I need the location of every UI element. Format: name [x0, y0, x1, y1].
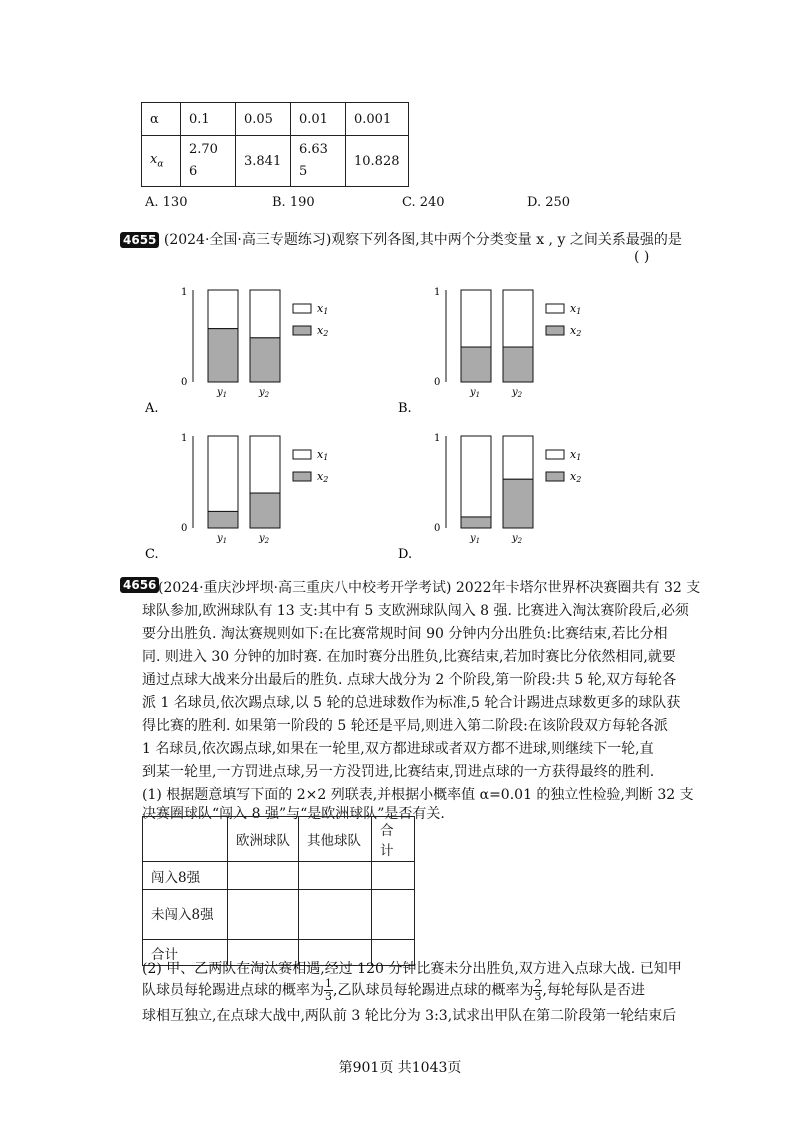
critical-value-table [141, 102, 409, 187]
alpha-header: α [142, 103, 181, 136]
ct-row-label: 合计 [143, 940, 228, 966]
bar-segment-x1 [250, 290, 280, 338]
question-4655-stem [120, 229, 682, 249]
bar-segment-x1 [208, 436, 238, 511]
category-label: $y_2$ [259, 387, 270, 399]
option-label: C. [145, 547, 159, 562]
crit-value-cell: 10.828 [346, 136, 409, 187]
legend-swatch-x1 [293, 304, 311, 313]
fraction-two-thirds: $\frac{2}{3}$ [534, 977, 542, 1003]
question-text: (2024·全国·高三专题练习)观察下列各图,其中两个分类变量 x , y 之间关系最强的是 [163, 232, 682, 248]
part2-line-2: 球相互独立,在点球大战中,两队前 3 轮比分为 3:3,试求出甲队在第二阶段第一轮结束后 [142, 1008, 677, 1024]
x-alpha-header: $x_\alpha$ [142, 136, 181, 187]
part2-line-1: 队球员每轮踢进点球的概率为 $\frac{1}{3}$ ,乙队球员每轮踢进点球的概率为 $\frac{2}{3}$ ,每轮每队是否进 [142, 977, 645, 1003]
ct-header [143, 817, 228, 862]
bar-segment-x2 [503, 479, 533, 528]
legend-label: x2 [317, 470, 329, 484]
question-number: 4655 [120, 232, 159, 248]
ct-cell [372, 890, 415, 940]
q4656-line-6: 得比赛的胜利. 如果第一阶段的 5 轮还是平局,则进入第二阶段:在该阶段双方每轮各派 [142, 718, 668, 734]
bar-segment-x1 [461, 436, 491, 517]
option-label: D. [398, 547, 413, 562]
y-tick-label: 1 [434, 433, 441, 444]
category-label: $y_2$ [259, 533, 270, 545]
ct-cell [299, 862, 372, 890]
y-tick-label: 0 [434, 523, 441, 534]
legend-swatch-x1 [546, 450, 564, 459]
ct-header: 合计 [372, 817, 415, 862]
q4656-line-7: 1 名球员,依次踢点球,如果在一轮里,双方都进球或者双方都不进球,则继续下一轮,直 [142, 741, 654, 757]
category-label: $y_1$ [217, 533, 228, 545]
bar-segment-x1 [208, 290, 238, 329]
legend-swatch-x1 [546, 304, 564, 313]
q4656-line-2: 要分出胜负. 淘汰赛规则如下:在比赛常规时间 90 分钟内分出胜负:比赛结束,若比分相 [142, 626, 668, 642]
y-tick-label: 1 [181, 287, 188, 298]
y-tick-label: 1 [181, 433, 188, 444]
ct-cell [299, 890, 372, 940]
ct-cell [228, 862, 299, 890]
choice-b: B. 190 [272, 195, 315, 210]
category-label: $y_2$ [512, 533, 523, 545]
question-number: 4656 [120, 577, 159, 593]
bar-segment-x1 [503, 290, 533, 347]
legend-swatch-x2 [293, 326, 311, 335]
bar-segment-x1 [250, 436, 280, 493]
category-label: $y_1$ [470, 533, 481, 545]
option-label: B. [398, 401, 412, 416]
alpha-cell: 0.05 [236, 103, 291, 136]
category-label: $y_1$ [470, 387, 481, 399]
category-label: $y_1$ [217, 387, 228, 399]
bar-segment-x2 [461, 347, 491, 382]
legend-label: x2 [317, 324, 329, 338]
category-label: $y_2$ [512, 387, 523, 399]
ct-cell [228, 890, 299, 940]
bar-segment-x2 [250, 338, 280, 382]
q4656-line-3: 同. 则进入 30 分钟的加时赛. 在加时赛分出胜负,比赛结束,若加时赛比分依然相同,就要 [142, 649, 676, 665]
alpha-cell: 0.001 [346, 103, 409, 136]
legend-swatch-x2 [293, 472, 311, 481]
ct-cell [372, 862, 415, 890]
bar-segment-x2 [250, 493, 280, 528]
chart-c [145, 428, 395, 563]
q4656-line-8: 到某一轮里,一方罚进点球,另一方没罚进,比赛结束,罚进点球的一方获得最终的胜利. [142, 764, 655, 780]
bar-segment-x1 [461, 290, 491, 347]
crit-value-cell: 3.841 [236, 136, 291, 187]
part2-line-0: (2) 甲、乙两队在淘汰赛相遇,经过 120 分钟比赛未分出胜负,双方进入点球大战. 已知甲 [142, 961, 682, 977]
option-label: A. [145, 401, 159, 416]
bar-segment-x2 [503, 347, 533, 382]
fraction-one-third: $\frac{1}{3}$ [325, 977, 332, 1003]
q4656-line-5: 派 1 名球员,依次踢点球,以 5 轮的总进球数作为标准,5 轮合计踢进点球数更多的球队获 [142, 695, 681, 711]
legend-swatch-x1 [293, 450, 311, 459]
choice-c: C. 240 [402, 195, 445, 210]
y-tick-label: 0 [434, 377, 441, 388]
ct-row-label: 闯入8强 [143, 862, 228, 890]
choice-d: D. 250 [527, 195, 571, 210]
page-footer: 第901页 共1043页 [338, 1060, 462, 1076]
bar-segment-x2 [208, 511, 238, 528]
q4656-line-10: 决赛圈球队“闯入 8 强”与“是欧洲球队”是否有关. [142, 806, 445, 822]
answer-paren: ( ) [634, 249, 650, 265]
q4656-line-4: 通过点球大战来分出最后的胜负. 点球大战分为 2 个阶段,第一阶段:共 5 轮,双方每轮各 [142, 672, 677, 688]
q4656-line-9: (1) 根据题意填写下面的 2×2 列联表,并根据小概率值 α=0.01 的独立性检验,判断 32 支 [142, 787, 694, 803]
legend-label: x1 [570, 448, 582, 462]
y-tick-label: 0 [181, 523, 188, 534]
bar-segment-x2 [461, 517, 491, 528]
bar-segment-x2 [208, 329, 238, 382]
chart-b [398, 282, 648, 417]
legend-swatch-x2 [546, 326, 564, 335]
crit-value-cell: 2.70 6 [181, 136, 236, 187]
contingency-table [142, 816, 415, 966]
legend-label: x1 [570, 302, 582, 316]
legend-label: x2 [570, 470, 582, 484]
chart-d [398, 428, 648, 563]
alpha-cell: 0.1 [181, 103, 236, 136]
alpha-cell: 0.01 [291, 103, 346, 136]
bar-segment-x1 [503, 436, 533, 479]
legend-label: x2 [570, 324, 582, 338]
y-tick-label: 0 [181, 377, 188, 388]
q4656-line-1: 球队参加,欧洲球队有 13 支:其中有 5 支欧洲球队闯入 8 强. 比赛进入淘汰赛阶段后,必须 [142, 603, 689, 619]
choice-a: A. 130 [145, 195, 188, 210]
ct-header: 其他球队 [299, 817, 372, 862]
legend-swatch-x2 [546, 472, 564, 481]
chart-a [145, 282, 395, 417]
q4656-line-0: (2024·重庆沙坪坝·高三重庆八中校考开学考试) 2022年卡塔尔世界杯决赛圈共有 32 支 [158, 580, 701, 596]
crit-value-cell: 6.63 5 [291, 136, 346, 187]
legend-label: x1 [317, 302, 329, 316]
y-tick-label: 1 [434, 287, 441, 298]
legend-label: x1 [317, 448, 329, 462]
ct-row-label: 未闯入8强 [143, 890, 228, 940]
ct-header: 欧洲球队 [228, 817, 299, 862]
